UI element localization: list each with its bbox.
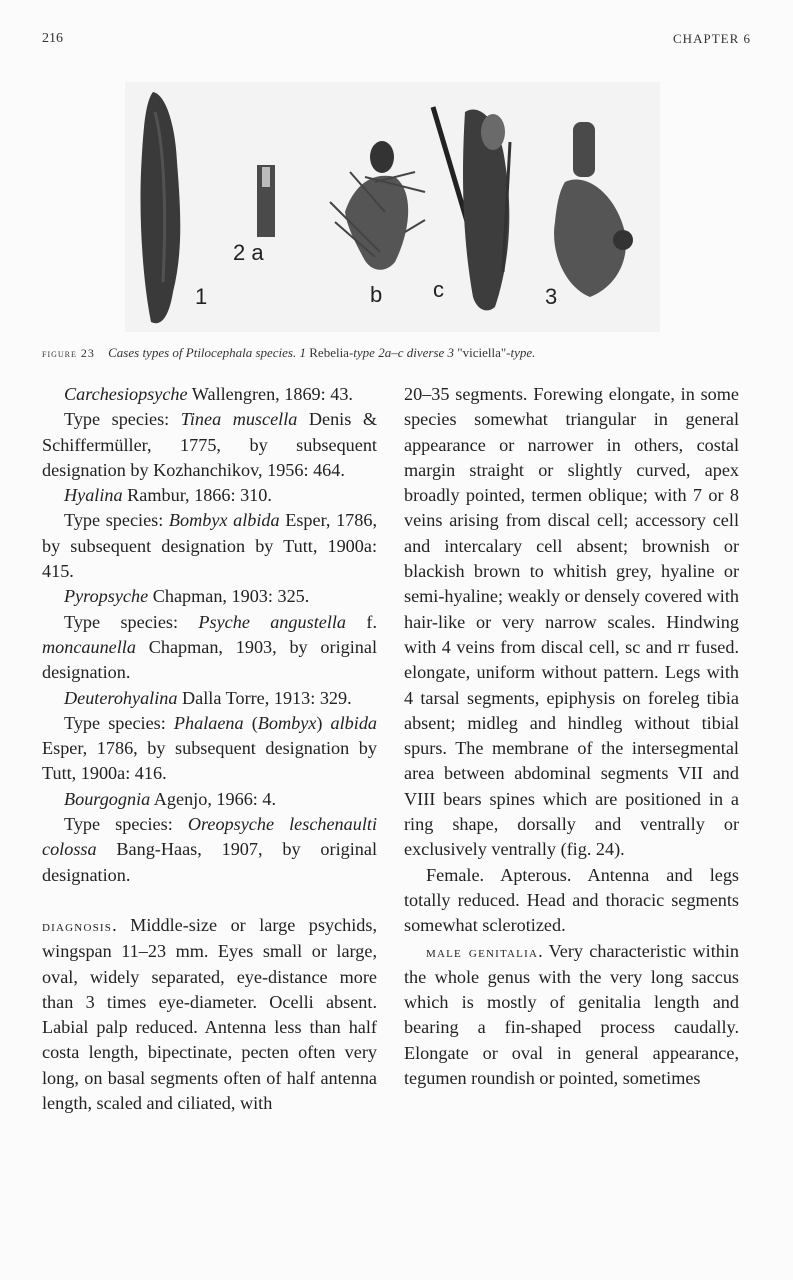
- caption-num: 1: [299, 345, 306, 360]
- synonym-entry: [42, 382, 377, 407]
- caption-num: 3: [447, 345, 455, 360]
- synonym-entry: [42, 584, 377, 609]
- form-name: moncaunella: [42, 636, 136, 657]
- species-name: Bombyx: [257, 712, 317, 733]
- type-species-entry: [42, 812, 377, 888]
- citation: Chapman, 1903: 325.: [148, 586, 310, 607]
- section-heading: diagnosis: [42, 917, 113, 935]
- genus-name: Bourgognia: [64, 788, 151, 809]
- prefix: Type species:: [64, 409, 181, 430]
- prefix: Type species:: [64, 611, 199, 632]
- page-number: 216: [42, 31, 63, 46]
- prefix: Type species:: [64, 712, 174, 733]
- species-name: Psyche angustella: [198, 611, 347, 632]
- citation: Denis & Schiffermüller, 1775, by subsequent designation by Kozhanchikov, 1956: 464.: [42, 409, 377, 480]
- figure-label: figure 23: [42, 346, 95, 360]
- caption-text: type: [353, 345, 375, 360]
- caption-text: Cases types of Ptilocephala species.: [108, 345, 297, 360]
- species-name: Tinea muscella: [180, 409, 298, 430]
- species-name: albida: [330, 712, 378, 733]
- caption-text: "viciella"-: [457, 345, 511, 360]
- synonym-entry: [42, 686, 377, 711]
- type-species-entry: [42, 610, 377, 686]
- synonym-entry: [42, 483, 377, 508]
- chapter-title: CHAPTER 6: [673, 31, 751, 46]
- label-c: c: [433, 277, 444, 302]
- female-paragraph: Female. Apterous. Antenna and legs totally reduced. Head and thoracic segments somewhat sclerotized.: [404, 864, 739, 936]
- paren: (: [243, 712, 258, 733]
- caption-text: diverse: [406, 345, 445, 360]
- citation: Esper, 1786, by subsequent designation by Tutt, 1900a: 415.: [42, 510, 378, 582]
- citation: Wallengren, 1869: 43.: [187, 384, 353, 404]
- male-genitalia-paragraph: [404, 939, 739, 1092]
- diagnosis-paragraph: [42, 913, 377, 1116]
- caption-text: Rebelia-: [309, 345, 354, 360]
- species-name: Bombyx albida: [168, 510, 280, 531]
- body-text: . Very characteristic within the whole genus with the very long saccus which is mostly of genitalia length and bearing a fin-shaped process caudally. Elongate or oval in general appearance, tegumen roundish or pointed, sometimes: [404, 940, 739, 1089]
- synonym-entry: [42, 787, 377, 812]
- genus-name: Carchesiopsyche: [64, 384, 188, 404]
- citation: Dalla Torre, 1913: 329.: [177, 687, 352, 708]
- citation: Chapman, 1903, by original designation.: [42, 636, 377, 683]
- species-name: Oreopsyche leschenaulti colossa: [42, 814, 377, 860]
- diagnosis-continued: 20–35 segments. Forewing elongate, in some species somewhat triangular in general appearance or narrower in others, costal margin straight or slightly curved, apex broadly pointed, termen oblique; with 7 or 8 veins arising from discal cell; accessory cell and intercalary cell absent; brownish or blackish brown to whitish grey, hyaline or semi-hyaline; weakly or densely covered with hair-like or very narrow scales. Hindwing with 4 veins from discal cell, sc and rr fused. elongate, uniform without pattern. Legs with 4 tarsal segments, epiphysis on foreleg tibia absent; midleg and hindleg without tibial spurs. The membrane of the intersegmental area between abdominal segments VII and VIII bears spines which are positioned in a ring shape, dorsally and ventrally or exclusively ventrally (fig. 24).: [404, 384, 739, 860]
- right-column: [404, 382, 739, 1091]
- genus-name: Pyropsyche: [64, 586, 149, 607]
- prefix: Type species:: [64, 510, 169, 531]
- running-head: [42, 31, 751, 51]
- prefix: Type species:: [64, 814, 188, 835]
- caption-text: type.: [510, 345, 536, 360]
- paren: ): [316, 712, 331, 733]
- body-text: . Middle-size or large psychids, wingspan 11–23 mm. Eyes small or large, oval, widely separated, eye-distance more than 3 times eye-diameter. Ocelli absent. Labial palp reduced. Antenna less than half costa length, bipectinate, pecten often very long, on basal segments often of half antenna length, scaled and ciliated, with: [42, 914, 377, 1114]
- form-abbrev: f.: [346, 611, 377, 632]
- genus-name: Hyalina: [64, 485, 123, 506]
- type-species-entry: [42, 508, 377, 584]
- case-specimens-illustration: [125, 82, 660, 332]
- type-species-entry: [42, 407, 377, 483]
- genus-name: Deuterohyalina: [64, 687, 178, 708]
- label-1: 1: [195, 284, 208, 309]
- section-heading: male genitalia: [426, 943, 539, 961]
- label-3: 3: [545, 284, 558, 309]
- figure-caption: [42, 345, 752, 361]
- citation: Agenjo, 1966: 4.: [150, 788, 277, 809]
- left-column: [42, 382, 377, 1116]
- species-name: Phalaena: [173, 712, 244, 733]
- label-2a: 2 a: [233, 240, 264, 265]
- citation: Esper, 1786, by subsequent designation by Tutt, 1900a: 416.: [42, 738, 377, 784]
- label-b: b: [370, 282, 383, 307]
- caption-num: 2a–c: [378, 345, 404, 360]
- figure-23-image: [125, 82, 660, 332]
- citation: Bang-Haas, 1907, by original designation.: [42, 839, 377, 885]
- type-species-entry: [42, 711, 377, 787]
- citation: Rambur, 1866: 310.: [122, 485, 272, 506]
